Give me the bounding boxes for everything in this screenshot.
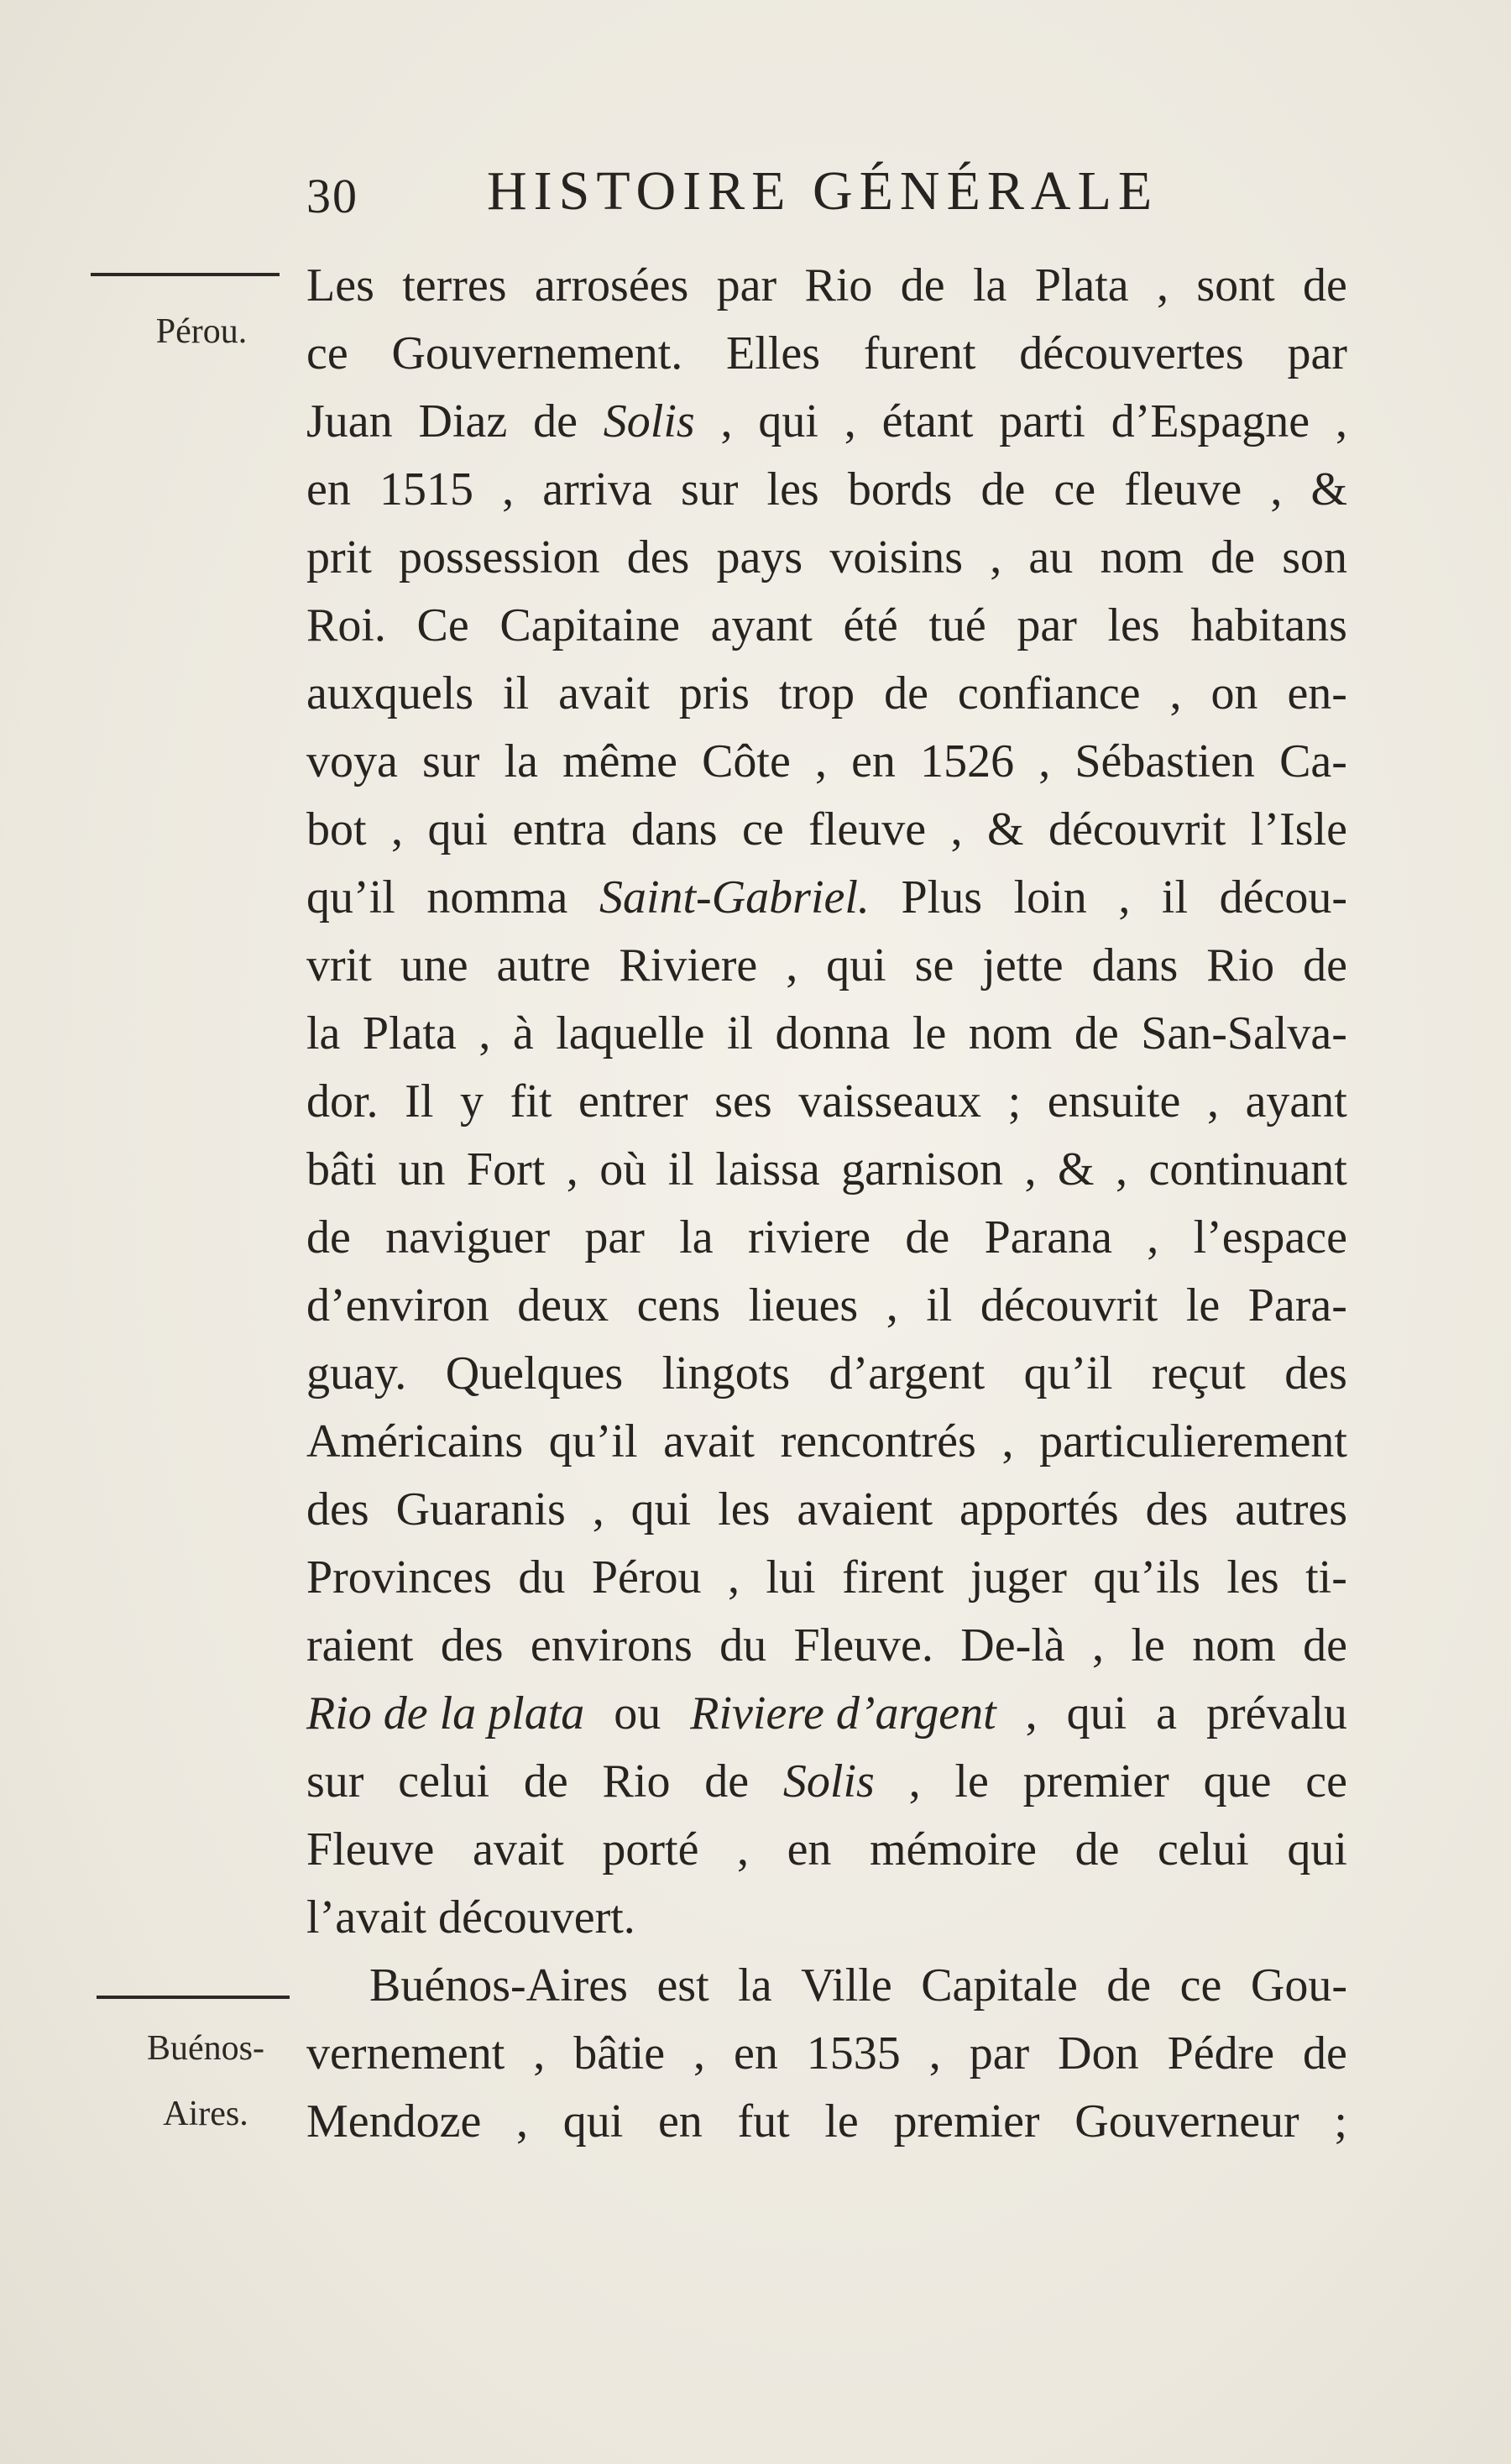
text-word: découvrit bbox=[980, 1279, 1158, 1331]
text-word: il bbox=[503, 667, 530, 719]
text-word: premier bbox=[1022, 1755, 1169, 1807]
text-word: environs bbox=[530, 1619, 693, 1671]
text-word: que bbox=[1203, 1755, 1272, 1807]
text-word: du bbox=[518, 1551, 566, 1603]
text-word: San-Salva- bbox=[1141, 1007, 1347, 1059]
text-word: ; bbox=[1334, 2095, 1347, 2147]
text-word: le bbox=[1131, 1619, 1165, 1671]
text-word: voisins bbox=[829, 531, 964, 583]
text-word: même bbox=[562, 735, 677, 787]
text-word: ou bbox=[614, 1687, 661, 1739]
body-text bbox=[306, 252, 1347, 2156]
text-word: Quelques bbox=[445, 1347, 624, 1399]
text-word: cens bbox=[636, 1279, 721, 1331]
text-word: premier bbox=[893, 2095, 1040, 2147]
text-word: des bbox=[626, 531, 690, 583]
text-word: des bbox=[306, 1483, 369, 1535]
margin-rule-bottom bbox=[97, 1996, 290, 1999]
text-word: Rio bbox=[602, 1755, 671, 1807]
text-word: été bbox=[843, 599, 898, 651]
text-word: Guaranis bbox=[395, 1483, 566, 1535]
text-word: Plus bbox=[901, 871, 983, 923]
text-word: , bbox=[1038, 735, 1051, 787]
text-word: qui bbox=[562, 2095, 624, 2147]
text-word: qui bbox=[758, 395, 818, 447]
text-word: fit bbox=[510, 1075, 552, 1127]
text-word: en bbox=[657, 2095, 703, 2147]
text-line bbox=[306, 320, 1347, 388]
text-word: trop bbox=[778, 667, 855, 719]
text-word: Plata bbox=[1034, 259, 1129, 311]
text-word: nom bbox=[1192, 1619, 1276, 1671]
text-word: Américains bbox=[306, 1415, 524, 1467]
text-word: , bbox=[886, 1279, 898, 1331]
text-word: nomma bbox=[426, 871, 568, 923]
text-word: , bbox=[844, 395, 856, 447]
text-word: de bbox=[533, 395, 578, 447]
text-word: a bbox=[1156, 1687, 1178, 1739]
text-word: , bbox=[727, 1551, 740, 1603]
text-word: , bbox=[1118, 871, 1131, 923]
text-word: particulierement bbox=[1039, 1415, 1347, 1467]
text-word: l’espace bbox=[1193, 1211, 1347, 1263]
text-word: de bbox=[1303, 939, 1347, 991]
text-word: le bbox=[954, 1755, 989, 1807]
page-number: 30 bbox=[306, 169, 358, 223]
text-word: qui bbox=[630, 1483, 692, 1535]
text-word: de bbox=[884, 667, 928, 719]
text-word: auxquels bbox=[306, 667, 474, 719]
text-word: de bbox=[1074, 1007, 1119, 1059]
text-word: bot bbox=[306, 803, 367, 855]
text-word: de bbox=[704, 1755, 750, 1807]
text-line bbox=[306, 388, 1347, 456]
text-word: lieues bbox=[748, 1279, 859, 1331]
text-line bbox=[306, 456, 1347, 524]
text-word: , bbox=[990, 531, 1002, 583]
text-word: mémoire bbox=[869, 1823, 1038, 1875]
text-word: prit bbox=[306, 531, 372, 583]
text-word: il bbox=[667, 1143, 694, 1195]
text-word: reçut bbox=[1151, 1347, 1246, 1399]
text-word: entrer bbox=[578, 1075, 688, 1127]
text-word: par bbox=[1017, 599, 1077, 651]
text-word: qui bbox=[427, 803, 489, 855]
text-word: furent bbox=[863, 327, 976, 379]
text-word: où bbox=[599, 1143, 647, 1195]
text-word: arriva bbox=[542, 463, 652, 515]
text-line bbox=[306, 1408, 1347, 1476]
text-word: son bbox=[1282, 531, 1347, 583]
text-word: de bbox=[980, 463, 1026, 515]
text-line bbox=[306, 1136, 1347, 1204]
text-word: des bbox=[1284, 1347, 1347, 1399]
text-word: Elles bbox=[726, 327, 821, 379]
text-word: Pédre bbox=[1167, 2027, 1275, 2079]
text-word: pris bbox=[678, 667, 750, 719]
text-word: & bbox=[1310, 463, 1347, 515]
text-word: deux bbox=[517, 1279, 609, 1331]
text-word: fleuve bbox=[808, 803, 927, 855]
text-word: ce bbox=[1054, 463, 1096, 515]
text-line bbox=[306, 864, 1347, 932]
text-word: vrit bbox=[306, 939, 372, 991]
text-word: lingots bbox=[661, 1347, 791, 1399]
text-word: ensuite bbox=[1047, 1075, 1181, 1127]
text-word: il bbox=[926, 1279, 953, 1331]
text-word: de bbox=[1303, 259, 1347, 311]
margin-note-buenos-line2: Aires. bbox=[163, 2095, 248, 2133]
text-word: celui bbox=[398, 1755, 490, 1807]
text-word: Diaz bbox=[418, 395, 508, 447]
text-word: jette bbox=[982, 939, 1064, 991]
text-word: autres bbox=[1235, 1483, 1347, 1535]
text-word: décou- bbox=[1219, 871, 1347, 923]
text-line bbox=[306, 1204, 1347, 1272]
text-word: Roi. bbox=[306, 599, 386, 651]
text-line bbox=[306, 2020, 1347, 2088]
text-word: Côte bbox=[702, 735, 791, 787]
text-word: un bbox=[398, 1143, 446, 1195]
text-word: sur bbox=[680, 463, 739, 515]
text-line bbox=[306, 1952, 1347, 2020]
text-word: 1515 bbox=[379, 463, 473, 515]
text-word: à bbox=[512, 1007, 534, 1059]
margin-note-peru: Pérou. bbox=[155, 312, 248, 351]
text-word: tué bbox=[928, 599, 986, 651]
text-word: juger bbox=[970, 1551, 1067, 1603]
text-word: en bbox=[733, 2027, 778, 2079]
text-word: Gouverneur bbox=[1074, 2095, 1299, 2147]
text-word: donna bbox=[775, 1007, 891, 1059]
text-word: vernement bbox=[306, 2027, 505, 2079]
text-word: en bbox=[787, 1823, 832, 1875]
text-word: bâtie bbox=[573, 2027, 666, 2079]
text-word: voya bbox=[306, 735, 398, 787]
running-title: HISTOIRE GÉNÉRALE bbox=[487, 160, 1159, 222]
text-word: le bbox=[912, 1007, 947, 1059]
text-word: laissa bbox=[715, 1143, 820, 1195]
text-word: ayant bbox=[1245, 1075, 1347, 1127]
text-word: Parana bbox=[984, 1211, 1112, 1263]
text-line bbox=[306, 796, 1347, 864]
text-line bbox=[306, 524, 1347, 592]
text-word: , bbox=[533, 2027, 546, 2079]
text-word: rencontrés bbox=[780, 1415, 976, 1467]
text-word: de bbox=[905, 1211, 950, 1263]
text-line bbox=[306, 1612, 1347, 1680]
text-word: de bbox=[1303, 1619, 1347, 1671]
text-word: les bbox=[718, 1483, 771, 1535]
text-word: de bbox=[1074, 1823, 1120, 1875]
text-word: dans bbox=[630, 803, 718, 855]
text-word: avait bbox=[558, 667, 650, 719]
text-word: des bbox=[1145, 1483, 1209, 1535]
text-word: Capitaine bbox=[499, 599, 680, 651]
text-word: Solis bbox=[782, 1755, 875, 1807]
text-word: ses bbox=[714, 1075, 772, 1127]
text-line bbox=[306, 2088, 1347, 2156]
text-word: Don bbox=[1058, 2027, 1139, 2079]
text-word: de bbox=[523, 1755, 568, 1807]
text-word: 1535 bbox=[806, 2027, 901, 2079]
text-line bbox=[306, 1340, 1347, 1408]
text-word: Les bbox=[306, 259, 374, 311]
text-word: par bbox=[1287, 327, 1347, 379]
margin-rule-top bbox=[91, 273, 280, 276]
text-word: Riviere d’argent bbox=[690, 1687, 996, 1739]
text-word: parti bbox=[999, 395, 1085, 447]
text-word: raient bbox=[306, 1619, 414, 1671]
text-word: autre bbox=[496, 939, 591, 991]
text-word: Mendoze bbox=[306, 2095, 482, 2147]
text-word: étant bbox=[881, 395, 974, 447]
text-word: habitans bbox=[1190, 599, 1347, 651]
text-word: & bbox=[1057, 1143, 1095, 1195]
text-word: Capitale bbox=[921, 1959, 1078, 2011]
text-word: Il bbox=[405, 1075, 434, 1127]
text-word: , bbox=[786, 939, 798, 991]
text-word: Fleuve bbox=[306, 1823, 435, 1875]
text-word: qui bbox=[826, 939, 886, 991]
text-line bbox=[306, 1000, 1347, 1068]
text-word: ayant bbox=[710, 599, 813, 651]
text-word: , bbox=[1147, 1211, 1159, 1263]
text-word: découvrit bbox=[1048, 803, 1226, 855]
text-word: porté bbox=[602, 1823, 699, 1875]
text-word: possession bbox=[398, 531, 600, 583]
text-word: , bbox=[1116, 1143, 1127, 1195]
text-word: , bbox=[950, 803, 963, 855]
text-word: De-là bbox=[960, 1619, 1065, 1671]
text-word: de bbox=[900, 259, 945, 311]
text-word: de bbox=[1106, 1959, 1152, 2011]
text-word: la bbox=[306, 1007, 341, 1059]
text-word: Buénos-Aires bbox=[369, 1959, 628, 2011]
text-line bbox=[306, 1068, 1347, 1136]
text-line bbox=[306, 1272, 1347, 1340]
text-word: lui bbox=[766, 1551, 816, 1603]
text-line bbox=[306, 932, 1347, 1000]
text-word: bords bbox=[847, 463, 953, 515]
text-word: laquelle bbox=[556, 1007, 705, 1059]
text-word: , bbox=[693, 2027, 706, 2079]
text-word: la bbox=[504, 735, 538, 787]
text-line bbox=[306, 728, 1347, 796]
text-line bbox=[306, 592, 1347, 660]
text-word: Fleuve. bbox=[793, 1619, 933, 1671]
text-line bbox=[306, 1748, 1347, 1816]
text-word: firent bbox=[842, 1551, 944, 1603]
text-line bbox=[306, 1884, 1347, 1952]
text-word: avaient bbox=[797, 1483, 933, 1535]
text-word: , bbox=[391, 803, 404, 855]
text-word: ce bbox=[741, 803, 784, 855]
text-word: continuant bbox=[1148, 1143, 1347, 1195]
text-word: Plata bbox=[362, 1007, 457, 1059]
text-word: qui bbox=[1066, 1687, 1127, 1739]
text-word: dans bbox=[1091, 939, 1179, 991]
text-word: la bbox=[738, 1959, 772, 2011]
text-word: confiance bbox=[957, 667, 1141, 719]
text-word: ce bbox=[1179, 1959, 1222, 2011]
text-line bbox=[306, 660, 1347, 728]
text-word: le bbox=[1185, 1279, 1221, 1331]
text-word: de bbox=[306, 1211, 351, 1263]
text-word: , bbox=[1001, 1415, 1014, 1467]
text-word: ce bbox=[1305, 1755, 1347, 1807]
text-word: Rio bbox=[804, 259, 873, 311]
text-word: celui bbox=[1158, 1823, 1249, 1875]
text-word: entra bbox=[512, 803, 607, 855]
text-word: , bbox=[814, 735, 827, 787]
text-word: Gou- bbox=[1250, 1959, 1347, 2011]
text-word: Provinces bbox=[306, 1551, 492, 1603]
text-word: les bbox=[1226, 1551, 1279, 1603]
text-word: avait bbox=[663, 1415, 755, 1467]
text-word: apportés bbox=[959, 1483, 1119, 1535]
text-word: par bbox=[584, 1211, 645, 1263]
text-word: dor. bbox=[306, 1075, 379, 1127]
text-word: garnison bbox=[841, 1143, 1004, 1195]
text-word: Ville bbox=[801, 1959, 892, 2011]
page-header bbox=[306, 160, 1347, 235]
text-word: , bbox=[1025, 1687, 1038, 1739]
text-word: l’avait découvert. bbox=[306, 1891, 635, 1943]
text-word: , bbox=[1335, 395, 1347, 447]
text-word: d’argent bbox=[829, 1347, 986, 1399]
text-word: il bbox=[726, 1007, 754, 1059]
text-word: d’environ bbox=[306, 1279, 489, 1331]
text-word: , bbox=[1270, 463, 1283, 515]
text-word: , bbox=[502, 463, 515, 515]
text-word: les bbox=[1107, 599, 1160, 651]
text-word: 1526 bbox=[920, 735, 1015, 787]
text-word: qu’ils bbox=[1093, 1551, 1200, 1603]
text-word: avait bbox=[472, 1823, 564, 1875]
text-word: il bbox=[1161, 871, 1189, 923]
margin-note-buenos-line1: Buénos- bbox=[147, 2029, 264, 2068]
text-word: y bbox=[460, 1075, 484, 1127]
text-word: en bbox=[851, 735, 896, 787]
text-line bbox=[306, 1476, 1347, 1544]
text-word: ti- bbox=[1305, 1551, 1347, 1603]
text-word: ce bbox=[306, 327, 348, 379]
text-word: on bbox=[1210, 667, 1258, 719]
text-word: , bbox=[592, 1483, 604, 1535]
text-word: fut bbox=[737, 2095, 790, 2147]
text-word: , bbox=[566, 1143, 578, 1195]
text-word: , bbox=[1092, 1619, 1105, 1671]
text-word: , bbox=[1169, 667, 1182, 719]
text-word: Para- bbox=[1247, 1279, 1347, 1331]
text-word: Sébastien bbox=[1074, 735, 1255, 787]
text-word: les bbox=[766, 463, 819, 515]
text-word: du bbox=[719, 1619, 767, 1671]
text-word: guay. bbox=[306, 1347, 407, 1399]
text-word: Juan bbox=[306, 395, 393, 447]
text-word: se bbox=[914, 939, 954, 991]
text-word: Saint-Gabriel. bbox=[599, 871, 870, 923]
text-word: l’Isle bbox=[1250, 803, 1347, 855]
text-word: loin bbox=[1013, 871, 1087, 923]
text-word: Rio de la plata bbox=[306, 1687, 585, 1739]
text-word: par bbox=[969, 2027, 1030, 2079]
text-word: , bbox=[478, 1007, 491, 1059]
text-word: Solis bbox=[603, 395, 695, 447]
text-word: qu’il bbox=[548, 1415, 638, 1467]
text-word: de bbox=[1303, 2027, 1347, 2079]
text-word: Pérou bbox=[591, 1551, 702, 1603]
text-word: la bbox=[972, 259, 1007, 311]
text-word: bâti bbox=[306, 1143, 377, 1195]
text-word: de bbox=[1210, 531, 1256, 583]
text-word: qu’il bbox=[306, 871, 395, 923]
text-word: Riviere bbox=[619, 939, 758, 991]
text-word: au bbox=[1028, 531, 1074, 583]
text-word: , bbox=[1024, 1143, 1037, 1195]
text-word: , bbox=[908, 1755, 921, 1807]
text-word: vaisseaux bbox=[798, 1075, 981, 1127]
text-word: par bbox=[716, 259, 777, 311]
text-word: , bbox=[720, 395, 733, 447]
text-word: d’Espagne bbox=[1111, 395, 1310, 447]
text-word: une bbox=[400, 939, 468, 991]
text-word: ; bbox=[1007, 1075, 1022, 1127]
text-word: la bbox=[679, 1211, 714, 1263]
text-word: en bbox=[306, 463, 351, 515]
text-word: prévalu bbox=[1206, 1687, 1347, 1739]
text-word: Ce bbox=[416, 599, 469, 651]
text-word: naviguer bbox=[385, 1211, 551, 1263]
text-word: en- bbox=[1287, 667, 1347, 719]
text-word: , bbox=[928, 2027, 941, 2079]
text-word: sur bbox=[306, 1755, 364, 1807]
text-word: riviere bbox=[747, 1211, 871, 1263]
text-word: nom bbox=[1100, 531, 1184, 583]
text-word: terres bbox=[402, 259, 507, 311]
text-line bbox=[306, 252, 1347, 320]
text-word: Gouvernement. bbox=[391, 327, 683, 379]
text-line bbox=[306, 1680, 1347, 1748]
text-word: découvertes bbox=[1019, 327, 1244, 379]
text-word: nom bbox=[968, 1007, 1053, 1059]
text-word: qu’il bbox=[1023, 1347, 1113, 1399]
text-word: sur bbox=[421, 735, 480, 787]
text-word: Fort bbox=[466, 1143, 546, 1195]
text-word: est bbox=[656, 1959, 709, 2011]
text-word: des bbox=[440, 1619, 504, 1671]
text-word: le bbox=[824, 2095, 859, 2147]
text-word: arrosées bbox=[534, 259, 689, 311]
text-word: & bbox=[986, 803, 1024, 855]
text-word: Ca- bbox=[1279, 735, 1347, 787]
text-word: , bbox=[737, 1823, 749, 1875]
text-word: , bbox=[1157, 259, 1169, 311]
text-word: fleuve bbox=[1124, 463, 1242, 515]
text-word: Rio bbox=[1206, 939, 1275, 991]
text-line bbox=[306, 1816, 1347, 1884]
text-line bbox=[306, 1544, 1347, 1612]
text-word: pays bbox=[716, 531, 803, 583]
text-word: qui bbox=[1287, 1823, 1347, 1875]
text-word: , bbox=[1206, 1075, 1219, 1127]
text-word: , bbox=[516, 2095, 529, 2147]
text-word: sont bbox=[1196, 259, 1275, 311]
